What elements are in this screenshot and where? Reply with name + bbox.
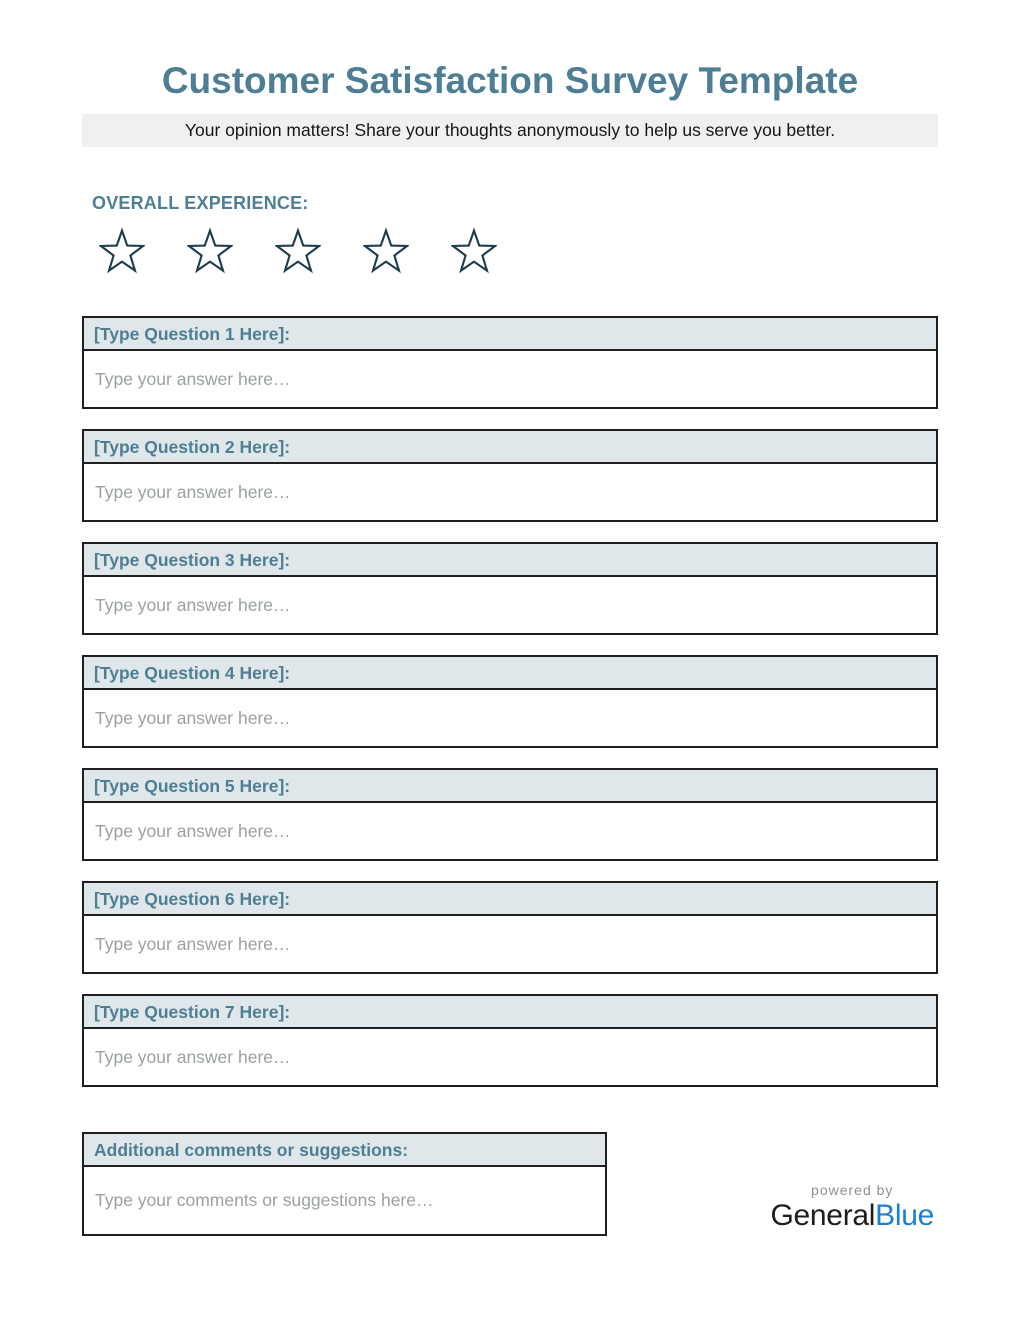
question-6-label[interactable]: [Type Question 6 Here]:: [84, 883, 936, 916]
overall-experience-label: OVERALL EXPERIENCE:: [92, 193, 309, 213]
bottom-row: [82, 1132, 938, 1236]
powered-by-text: powered by: [811, 1182, 894, 1198]
star-rating: [99, 227, 938, 275]
question-7-label[interactable]: [Type Question 7 Here]:: [84, 996, 936, 1029]
brand-blue: Blue: [875, 1199, 934, 1232]
page-title: Customer Satisfaction Survey Template: [161, 60, 859, 101]
comments-block: [82, 1132, 607, 1236]
question-block-3: [82, 542, 938, 635]
question-block-1: [82, 316, 938, 409]
star-icon[interactable]: [451, 227, 497, 275]
star-icon[interactable]: [187, 227, 233, 275]
question-3-label[interactable]: [Type Question 3 Here]:: [84, 544, 936, 577]
comments-field[interactable]: Type your comments or suggestions here…: [84, 1167, 605, 1234]
question-6-answer-field[interactable]: Type your answer here…: [84, 916, 936, 972]
question-5-answer-field[interactable]: Type your answer here…: [84, 803, 936, 859]
subtitle-bar: [82, 114, 938, 147]
question-3-answer-field[interactable]: Type your answer here…: [84, 577, 936, 633]
star-icon[interactable]: [363, 227, 409, 275]
star-icon[interactable]: [275, 227, 321, 275]
question-2-label[interactable]: [Type Question 2 Here]:: [84, 431, 936, 464]
question-4-answer-field[interactable]: Type your answer here…: [84, 690, 936, 746]
star-icon[interactable]: [99, 227, 145, 275]
generalblue-logo: [771, 1182, 935, 1232]
question-5-label[interactable]: [Type Question 5 Here]:: [84, 770, 936, 803]
question-block-4: [82, 655, 938, 748]
brand-general: General: [770, 1199, 876, 1232]
question-block-7: [82, 994, 938, 1087]
question-1-label[interactable]: [Type Question 1 Here]:: [84, 318, 936, 351]
question-block-2: [82, 429, 938, 522]
question-1-answer-field[interactable]: Type your answer here…: [84, 351, 936, 407]
question-block-5: [82, 768, 938, 861]
question-4-label[interactable]: [Type Question 4 Here]:: [84, 657, 936, 690]
brand-wordmark: [771, 1200, 935, 1232]
subtitle-text: Your opinion matters! Share your thoughts anonymously to help us serve you better.: [184, 120, 836, 140]
question-block-6: [82, 881, 938, 974]
comments-label: Additional comments or suggestions:: [84, 1134, 605, 1167]
survey-document: [82, 0, 938, 1236]
question-2-answer-field[interactable]: Type your answer here…: [84, 464, 936, 520]
question-7-answer-field[interactable]: Type your answer here…: [84, 1029, 936, 1085]
